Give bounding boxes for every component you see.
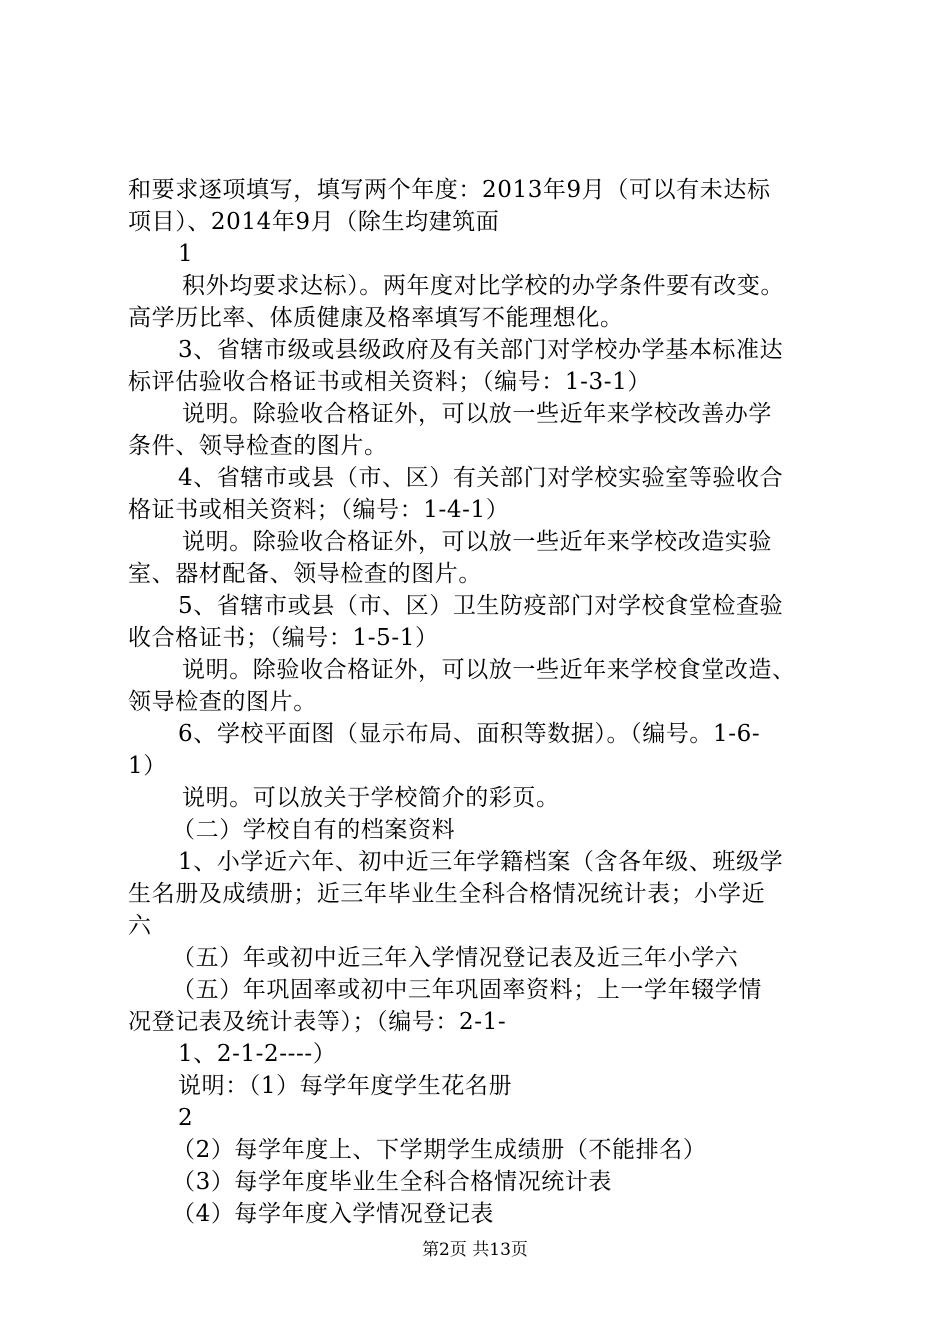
text-line: 生名册及成绩册；近三年毕业生全科合格情况统计表；小学近 xyxy=(128,881,766,907)
text-line: 室、器材配备、领导检查的图片。 xyxy=(128,561,482,587)
text-line: 和要求逐项填写，填写两个年度：2013年9月（可以有未达标 xyxy=(128,177,771,203)
page-marker: 1 xyxy=(178,241,194,267)
list-item-heading: 6、学校平面图（显示布局、面积等数据）。（编号。1-6- xyxy=(178,721,761,747)
text-line: 收合格证书；（编号：1-5-1） xyxy=(128,625,439,651)
note-line: 说明。除验收合格证外，可以放一些近年来学校食堂改造、 xyxy=(182,657,796,683)
note-line: 说明：（1）每学年度学生花名册 xyxy=(178,1073,513,1099)
text-line: 六 xyxy=(128,913,152,939)
text-line: （五）年巩固率或初中三年巩固率资料；上一学年辍学情 xyxy=(172,977,762,1003)
text-line: 积外均要求达标）。两年度对比学校的办学条件要有改变。 xyxy=(182,273,785,299)
list-item-heading: 3、省辖市级或县级政府及有关部门对学校办学基本标准达 xyxy=(178,337,784,363)
text-line: 条件、领导检查的图片。 xyxy=(128,433,388,459)
text-line: 标评估验收合格证书或相关资料；（编号：1-3-1） xyxy=(128,369,651,395)
note-line: 说明。除验收合格证外，可以放一些近年来学校改造实验 xyxy=(182,529,772,555)
note-line: 说明。除验收合格证外，可以放一些近年来学校改善办学 xyxy=(182,401,772,427)
text-line: 项目）、2014年9月（除生均建筑面 xyxy=(128,209,500,235)
list-item-heading: 5、省辖市或县（市、区）卫生防疫部门对学校食堂检查验 xyxy=(178,593,784,619)
text-line: 格证书或相关资料；（编号：1-4-1） xyxy=(128,497,510,523)
text-line: 领导检查的图片。 xyxy=(128,689,317,715)
list-item-heading: 4、省辖市或县（市、区）有关部门对学校实验室等验收合 xyxy=(178,465,784,491)
text-line: 1） xyxy=(128,753,167,779)
text-line: （五）年或初中近三年入学情况登记表及近三年小学六 xyxy=(172,945,739,971)
text-line: 况登记表及统计表等）；（编号：2-1- xyxy=(128,1009,507,1035)
text-line: 高学历比率、体质健康及格率填写不能理想化。 xyxy=(128,305,624,331)
note-line: 说明。可以放关于学校简介的彩页。 xyxy=(182,785,560,811)
page-footer: 第2页 共13页 xyxy=(422,1240,528,1260)
text-line: 1、2-1-2----） xyxy=(178,1041,337,1067)
document-body xyxy=(128,174,848,1230)
list-item: （4）每学年度入学情况登记表 xyxy=(172,1201,495,1227)
list-item-heading: 1、小学近六年、初中近三年学籍档案（含各年级、班级学 xyxy=(178,849,784,875)
page-marker: 2 xyxy=(178,1105,194,1131)
list-item: （3）每学年度毕业生全科合格情况统计表 xyxy=(172,1169,613,1195)
list-item: （2）每学年度上、下学期学生成绩册（不能排名） xyxy=(172,1137,707,1163)
section-heading: （二）学校自有的档案资料 xyxy=(172,817,456,843)
